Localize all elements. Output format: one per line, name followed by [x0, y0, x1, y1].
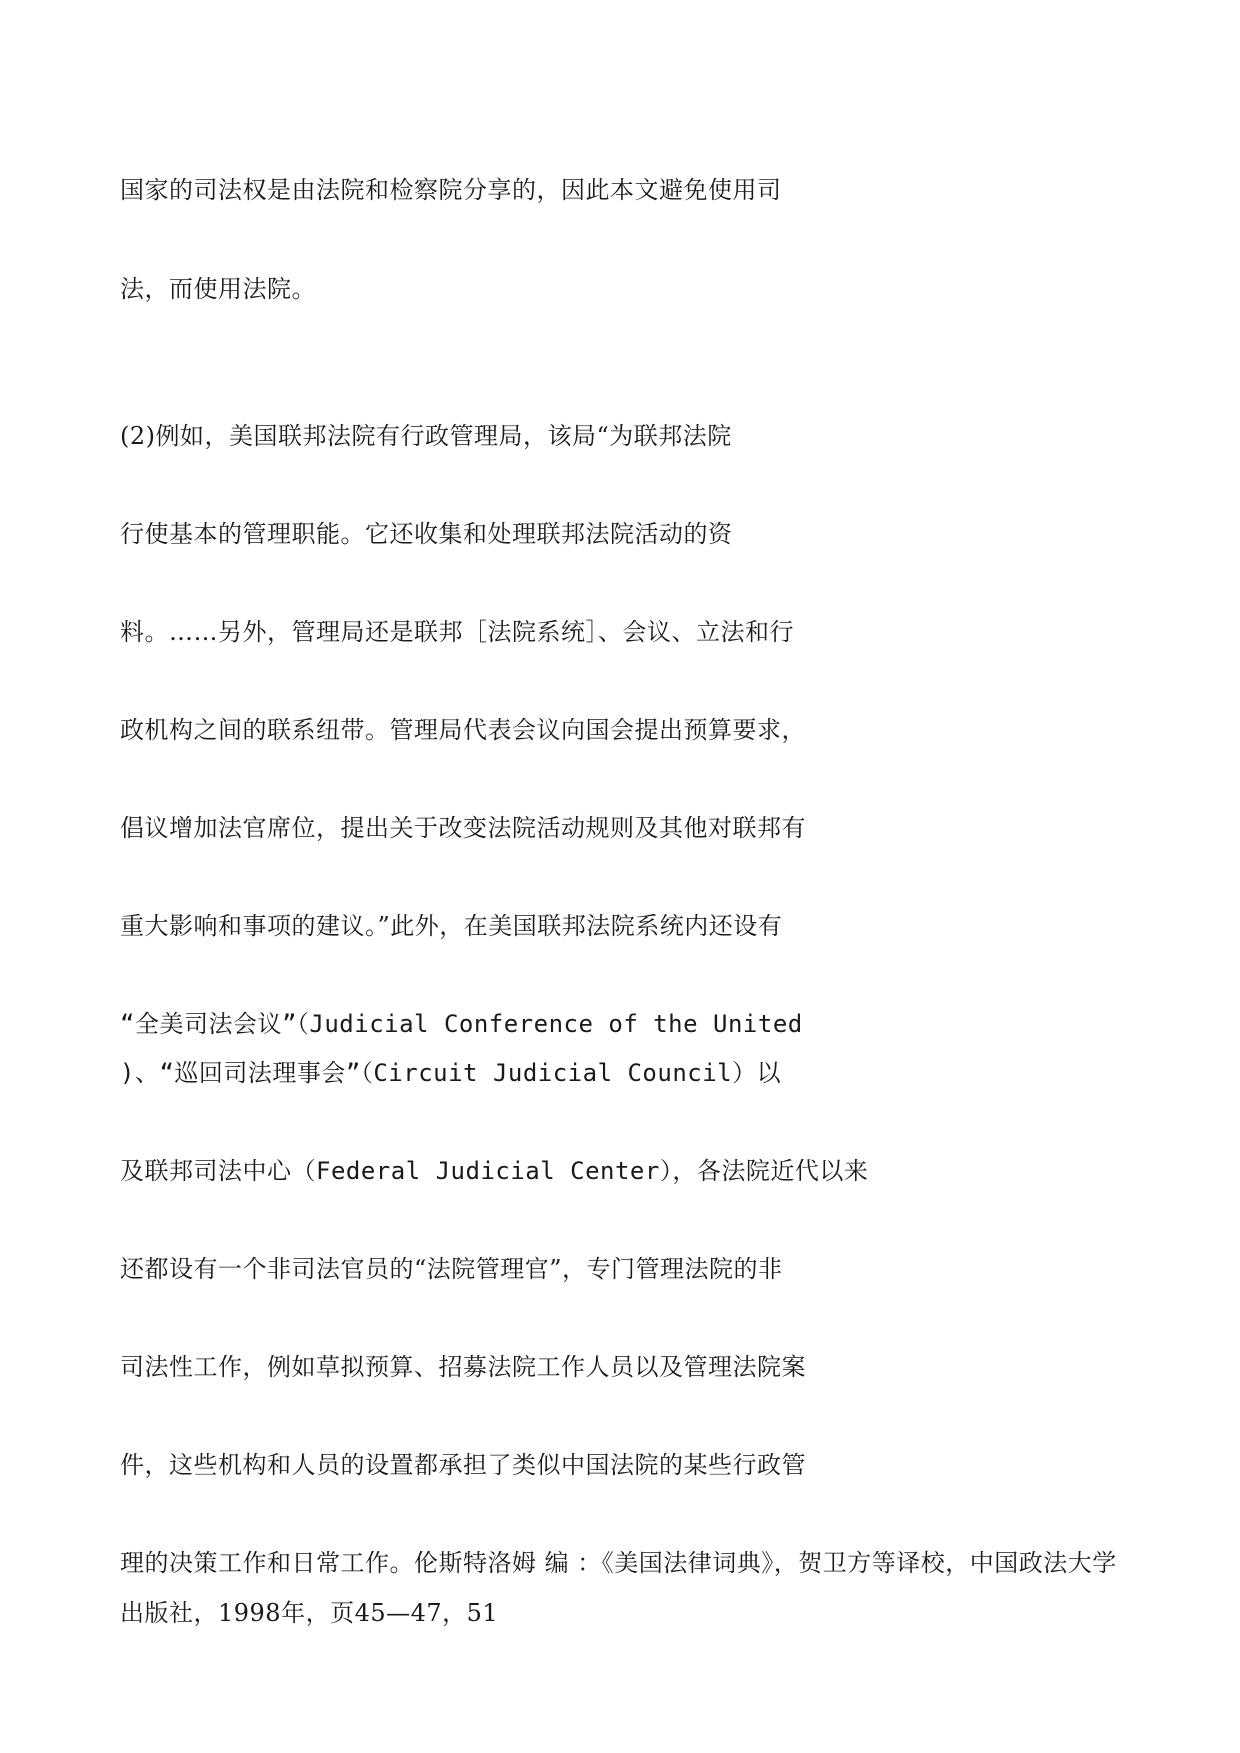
text-line: 倡议增加法官席位，提出关于改变法院活动规则及其他对联邦有	[120, 814, 806, 842]
text-line: 政机构之间的联系纽带。管理局代表会议向国会提出预算要求，	[120, 716, 806, 744]
citation-line: 理的决策工作和日常工作。伦斯特洛姆 编 ：《美国法律词典》，贺卫方等译校，中国政法大学出版社，1998年，页45—47，51	[120, 1549, 1117, 1627]
text-line: )、“巡回司法理事会”（Circuit Judicial Council）以	[120, 1059, 782, 1087]
text-line: 国家的司法权是由法院和检察院分享的，因此本文避免使用司	[120, 176, 782, 204]
text-line: 件，这些机构和人员的设置都承担了类似中国法院的某些行政管	[120, 1451, 806, 1479]
text-line: 料。……另外，管理局还是联邦［法院系统］、会议、立法和行	[120, 618, 794, 646]
text-line: 还都设有一个非司法官员的“法院管理官”，专门管理法院的非	[120, 1255, 783, 1283]
text-line: 行使基本的管理职能。它还收集和处理联邦法院活动的资	[120, 520, 733, 548]
text-line: “全美司法会议”（Judicial Conference of the United	[120, 1010, 803, 1038]
text-line: 法，而使用法院。	[120, 275, 316, 303]
text-line: (2)例如，美国联邦法院有行政管理局，该局“为联邦法院	[120, 422, 732, 450]
text-line: 重大影响和事项的建议。”此外，在美国联邦法院系统内还设有	[120, 912, 783, 940]
text-line: 司法性工作，例如草拟预算、招募法院工作人员以及管理法院案	[120, 1353, 806, 1381]
text-line: 及联邦司法中心（Federal Judicial Center），各法院近代以来	[120, 1157, 869, 1185]
